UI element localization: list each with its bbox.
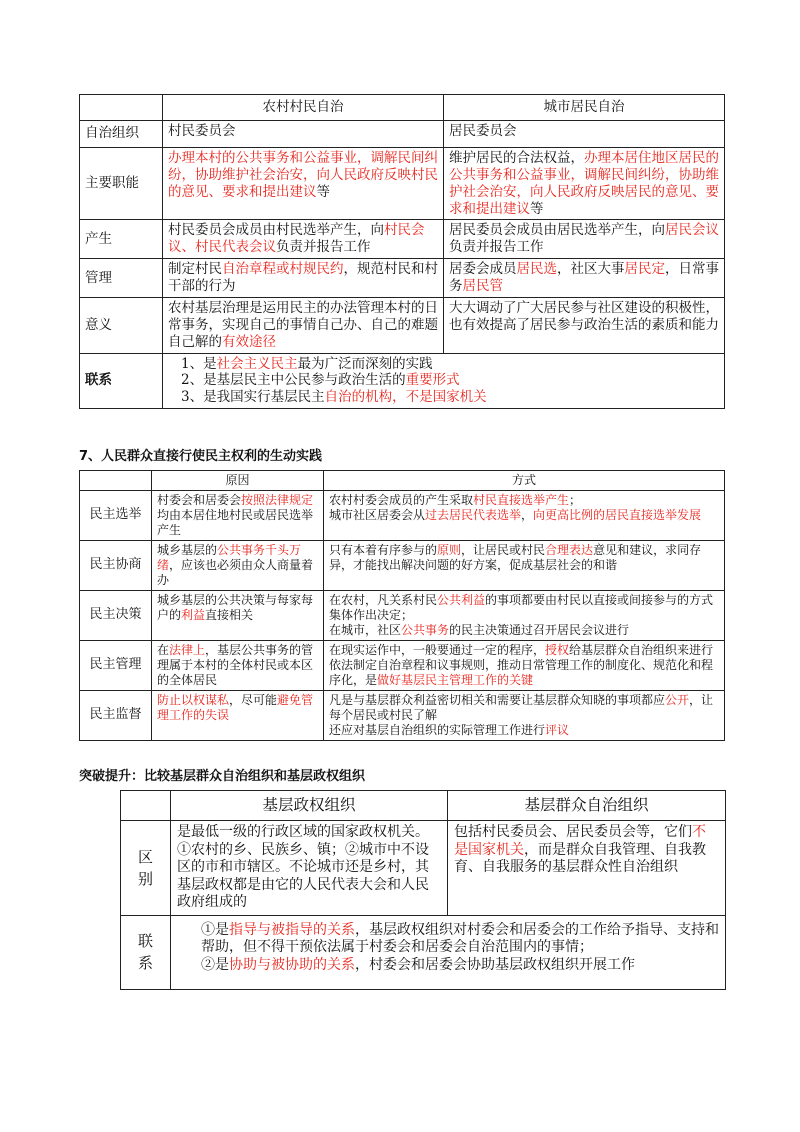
text-segment: 直接相关: [205, 608, 254, 622]
text-segment: ，: [521, 508, 534, 522]
highlighted-text: 评议: [545, 723, 570, 737]
relation-row: [121, 915, 726, 989]
table-row: [80, 541, 725, 591]
row-label: 民主管理: [80, 641, 152, 691]
text-segment: 村委会和居委会: [157, 493, 242, 507]
text-segment: ，日常事务: [449, 261, 719, 294]
row-label: 民主协商: [80, 541, 152, 591]
reason-cell: [152, 691, 324, 741]
difference-label: 区 别: [121, 821, 171, 916]
relation-content: [171, 915, 726, 989]
relation-line: [181, 356, 719, 373]
text-segment: 负责并报告工作: [276, 239, 371, 256]
text-segment: ，村委会和居委会协助基层政权组织开展工作: [355, 956, 635, 973]
direct-democracy-table: [79, 470, 725, 741]
method-cell: [324, 641, 725, 691]
text-segment: ，应该也必须由众人商量着办: [157, 558, 314, 587]
city-cell: [444, 259, 725, 298]
header-city: 城市居民自治: [444, 95, 725, 121]
highlighted-text: 公开: [665, 693, 690, 707]
text-segment: 在农村，凡关系村民: [329, 593, 438, 607]
row-label: 管理: [80, 259, 163, 298]
highlighted-text: 防止以权谋私: [157, 693, 230, 707]
text-segment: ，规范村民和村干部的行为: [168, 261, 438, 294]
highlighted-text: 自治的机构，不是国家机关: [324, 389, 487, 406]
text-segment: 3、是我国实行基层民主: [181, 389, 325, 406]
text-segment: 在城市，社区: [329, 623, 402, 637]
text-segment: 在现实运作中，一般要通过一定的程序，: [329, 643, 546, 657]
table-row: [80, 297, 725, 353]
text-segment: 农村基层治理是运用民主的办法管理本村的日常事务，实现自己的事情自己办、自己的难题自己解的: [168, 299, 438, 350]
text-segment: 村民委员会成员由村民选举产生，向: [168, 222, 384, 239]
highlighted-text: 利益: [181, 608, 206, 622]
highlighted-text: 居民管: [462, 278, 503, 294]
highlighted-text: 居民会议: [665, 222, 719, 239]
reason-cell: [152, 641, 324, 691]
table-row: [80, 120, 725, 147]
village-city-autonomy-table: [79, 94, 725, 409]
method-cell: [324, 541, 725, 591]
text-segment: 城乡基层的: [157, 543, 218, 557]
row-label: 产生: [80, 220, 163, 259]
method-cell: [324, 491, 725, 541]
header-cell-empty: [121, 791, 171, 821]
text-segment: ，让居民或村民: [461, 543, 546, 557]
village-cell: [163, 220, 444, 259]
text-segment: ①是: [201, 921, 229, 938]
header-cell-empty: [80, 95, 163, 121]
header-autonomy-org: 基层群众自治组织: [448, 791, 726, 821]
highlighted-text: 做好基层民主管理工作的关键: [377, 673, 534, 687]
table-row: [80, 259, 725, 298]
highlighted-text: 公共利益: [437, 593, 486, 607]
highlighted-text: 法律上: [169, 643, 206, 657]
text-segment: 农村村委会成员的产生采取: [329, 493, 474, 507]
highlighted-text: 过去居民代表选举: [425, 508, 522, 522]
highlighted-text: 村民会议、村民代表会议: [168, 222, 425, 256]
header-gov-org: 基层政权组织: [171, 791, 448, 821]
text-segment: ，社区大事: [557, 261, 625, 278]
highlighted-text: 指导与被指导的关系: [229, 921, 355, 938]
table-row: [80, 147, 725, 220]
text-segment: 维护居民的合法权益，: [449, 149, 584, 166]
row-label: 意义: [80, 297, 163, 353]
village-cell: [163, 297, 444, 353]
relation-row: [80, 353, 725, 409]
highlighted-text: 村民直接选举产生: [473, 493, 570, 507]
text-segment: 包括村民委员会、居民委员会等，它们: [454, 824, 692, 841]
relation-line: [181, 372, 719, 389]
text-segment: 城市社区居委会从: [329, 508, 426, 522]
table-row: [80, 591, 725, 641]
text-segment: 依法制定自治章程和议事规则，推动日常管理工作的制度化、规范化和程序化，是: [329, 658, 714, 687]
highlighted-text: 社会主义民主: [216, 355, 298, 372]
relation-line: [201, 922, 719, 957]
row-label: 民主选举: [80, 491, 152, 541]
text-segment: 1、是: [181, 355, 217, 372]
autonomy-org-cell: [448, 821, 726, 916]
header-cell-empty: [80, 471, 152, 491]
highlighted-text: 合理表达: [545, 543, 594, 557]
text-segment: 只有本着有序参与的: [329, 543, 438, 557]
city-cell: [444, 297, 725, 353]
highlighted-text: 有效途径: [222, 333, 276, 350]
text-segment: 制定村民: [168, 261, 222, 278]
text-segment: 最为广泛而深刻的实践: [297, 355, 433, 372]
highlighted-text: 公共事务千头万绪: [157, 543, 302, 572]
text-segment: 是最低一级的行政区域的国家政权机关。①农村的乡、民族乡、镇；②城市中不设区的市和市辖区。不论城市还是乡村，其基层政权都是由它的人民代表大会和人民政府组成的: [177, 824, 429, 911]
text-segment: ，基层公共事务的管理属于本村的全体村民或本区的全体居民: [157, 643, 314, 687]
relation-label: 联系: [80, 353, 163, 409]
text-segment: ；: [569, 493, 582, 507]
text-segment: ，让每个居民或村民了解: [329, 693, 714, 722]
highlighted-text: 按照法律规定: [241, 493, 314, 507]
city-cell: [444, 147, 725, 220]
table-header-row: [80, 95, 725, 121]
highlighted-text: 居民选: [516, 261, 557, 278]
relation-content: [163, 353, 725, 409]
method-cell: [324, 691, 725, 741]
highlighted-text: 办理本居住地区居民的公共事务和公益事业，调解民间纠纷，协助维护社会治安，向人民政府反映居民的意见、要求和提出建议: [449, 149, 719, 217]
text-segment: ，尽可能: [229, 693, 278, 707]
reason-cell: [152, 591, 324, 641]
section-heading-breakthrough: 突破提升：比较基层群众自治组织和基层政权组织: [79, 769, 366, 784]
table-header-row: [121, 791, 726, 821]
relation-label: 联 系: [121, 915, 171, 989]
text-segment: 居委会成员: [449, 261, 517, 278]
text-segment: 城乡基层的公共决策与每家每户的: [157, 593, 314, 622]
text-segment: 凡是与基层群众利益密切相关和需要让基层群众知晓的事项都应: [329, 693, 666, 707]
text-segment: 2、是基层民主中公民参与政治生活的: [181, 372, 406, 389]
header-reason: 原因: [152, 471, 324, 491]
highlighted-text: 原则: [437, 543, 462, 557]
gov-org-cell: [171, 821, 448, 916]
text-segment: 意见和建议，求同存异，才能找出解决问题的好方案，促成基层社会的和谐: [329, 543, 702, 572]
table-row: [80, 491, 725, 541]
section-heading-7: 7、人民群众直接行使民主权利的生动实践: [79, 449, 323, 464]
table-header-row: [80, 471, 725, 491]
text-segment: ，基层政权组织对村委会和居委会的工作给予指导、支持和帮助，但不得干预依法属于村委会和居委会自治范围内的事情；: [201, 921, 719, 956]
reason-cell: [152, 491, 324, 541]
row-label: 民主决策: [80, 591, 152, 641]
highlighted-text: 公共事务: [401, 623, 450, 637]
text-segment: ②是: [201, 956, 229, 973]
row-label: 主要职能: [80, 147, 163, 220]
highlighted-text: 避免管理工作的失误: [157, 693, 314, 722]
highlighted-text: 重要形式: [405, 372, 460, 389]
text-segment: 村民委员会: [168, 122, 236, 139]
row-label: 自治组织: [80, 120, 163, 147]
highlighted-text: 自治章程或村规民约: [222, 261, 344, 278]
highlighted-text: 办理本村的公共事务和公益事业，调解民间纠纷，协助维护社会治安，向人民政府反映村民的意见、要求和提出建议: [168, 149, 438, 200]
table-row: [80, 691, 725, 741]
text-segment: 居民委员会: [449, 122, 517, 139]
text-segment: 大大调动了广大居民参与社区建设的积极性，也有效提高了居民参与政治生活的素质和能力: [449, 299, 719, 333]
text-segment: 给基层群众自治组织来进行: [569, 643, 714, 657]
text-segment: 的民主决策通过召开居民会议进行: [449, 623, 630, 637]
village-cell: [163, 259, 444, 298]
header-method: 方式: [324, 471, 725, 491]
village-cell: [163, 147, 444, 220]
difference-row: [121, 821, 726, 916]
highlighted-text: 不是国家机关: [454, 824, 706, 858]
text-segment: 还应对基层自治组织的实际管理工作进行: [329, 723, 546, 737]
city-cell: [444, 220, 725, 259]
city-cell: [444, 120, 725, 147]
reason-cell: [152, 541, 324, 591]
highlighted-text: 居民定: [624, 261, 665, 278]
table-row: [80, 641, 725, 691]
text-segment: 负责并报告工作: [449, 239, 544, 256]
relation-line: [181, 389, 719, 406]
highlighted-text: 协助与被协助的关系: [229, 956, 355, 973]
text-segment: 等: [530, 200, 544, 217]
text-segment: ，而是群众自我管理、自我教育、自我服务的基层群众性自治组织: [454, 841, 706, 876]
method-cell: [324, 591, 725, 641]
text-segment: 居民委员会成员由居民选举产生，向: [449, 222, 665, 239]
text-segment: 等: [316, 183, 330, 200]
text-segment: 在: [157, 643, 170, 657]
table-row: [80, 220, 725, 259]
header-village: 农村村民自治: [163, 95, 444, 121]
text-segment: 的事项都要由村民以直接或间接参与的方式集体作出决定；: [329, 593, 714, 622]
village-cell: [163, 120, 444, 147]
text-segment: 均由本居住地村民或居民选举产生: [157, 508, 314, 537]
comparison-table: [120, 790, 726, 990]
highlighted-text: 向更高比例的居民直接选举发展: [533, 508, 702, 522]
highlighted-text: 授权: [545, 643, 570, 657]
row-label: 民主监督: [80, 691, 152, 741]
relation-line: [201, 957, 719, 975]
